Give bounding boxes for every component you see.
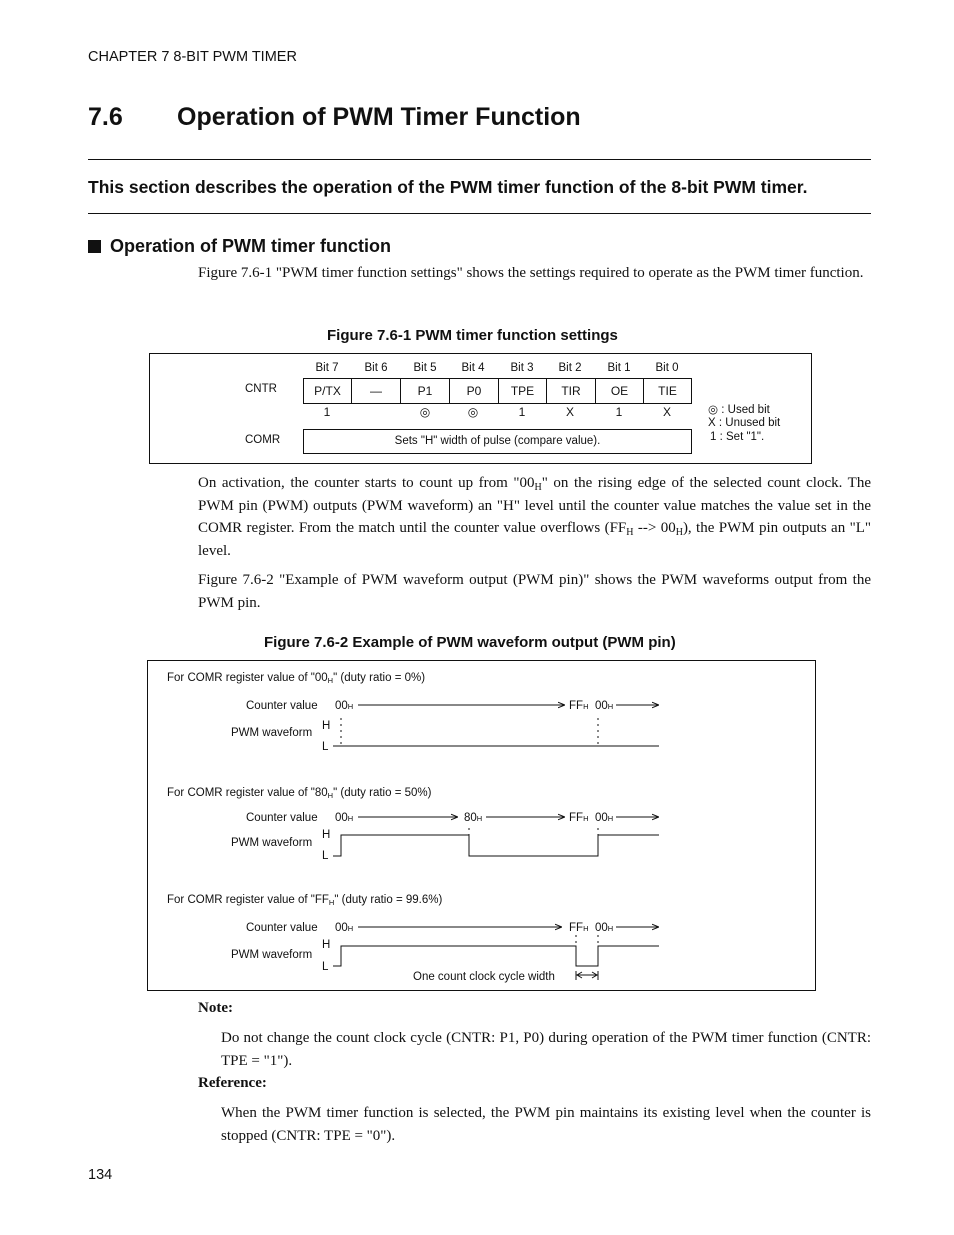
comr-register-field: Sets "H" width of pulse (compare value). [303, 429, 692, 454]
case3-waveform-label: PWM waveform [231, 949, 313, 961]
case3-waveform [333, 946, 659, 966]
cntr-field-bit5: P1 [400, 378, 450, 404]
case2-waveform [333, 835, 659, 856]
cntr-field-bit0: TIE [643, 378, 692, 404]
case1-start-value: 00H [335, 700, 354, 712]
cntr-field-bit1: OE [595, 378, 644, 404]
cntr-value-bit4: ◎ [467, 405, 479, 419]
case2-start-value: 00H [335, 812, 354, 824]
cntr-value-bit5: ◎ [419, 405, 431, 419]
section-number: 7.6 [88, 103, 123, 131]
bit3-label: Bit 3 [510, 362, 534, 374]
bit1-label: Bit 1 [607, 362, 631, 374]
case3-wrap-value: 00H [595, 922, 614, 934]
cntr-value-bit7: 1 [323, 405, 331, 419]
bit7-label: Bit 7 [315, 362, 339, 374]
case1-title: For COMR register value of "00H" (duty ratio = 0%) [167, 672, 426, 685]
case1-counter-label: Counter value [246, 700, 318, 712]
bit0-label: Bit 0 [655, 362, 679, 374]
case3-counter-label: Counter value [246, 922, 318, 934]
section-title: Operation of PWM Timer Function [177, 103, 581, 131]
figure1-caption: Figure 7.6-1 PWM timer function settings [327, 327, 618, 344]
cntr-field-bit2: TIR [546, 378, 596, 404]
page-number: 134 [88, 1167, 113, 1183]
cycle-width-label: One count clock cycle width [413, 971, 555, 983]
cntr-value-bit3: 1 [518, 405, 526, 419]
cntr-field-bit3: TPE [498, 378, 547, 404]
cntr-value-bit0: X [662, 405, 671, 419]
case3-ff-value: FFH [569, 922, 589, 934]
bit5-label: Bit 5 [413, 362, 437, 374]
case2-ff-value: FFH [569, 812, 589, 824]
case2-waveform-label: PWM waveform [231, 837, 313, 849]
cntr-field-bit4: P0 [449, 378, 499, 404]
subsection-title: Operation of PWM timer function [110, 236, 391, 256]
reference-text: When the PWM timer function is selected, the PWM pin maintains its existing level when the counter is stopped (CNTR: TPE = "0"). [221, 1105, 871, 1144]
bit4-label: Bit 4 [461, 362, 485, 374]
case1-wrap-value: 00H [595, 700, 614, 712]
case3-title: For COMR register value of "FFH" (duty ratio = 99.6%) [167, 894, 443, 907]
case1-waveform-label: PWM waveform [231, 727, 313, 739]
bit6-label: Bit 6 [364, 362, 388, 374]
activation-paragraph: On activation, the counter starts to count up from "$00_H$" on the rising edge of the selected count clock. The PWM pin (PWM) outputs (PWM waveform) an "H" level until the counter value matches the value set in the COMR register. From the match until the counter value overflows ($FF_H$ --> $00_H$), the PWM pin outputs an "L" level. [198, 475, 871, 559]
used-bit-icon: ◎ [708, 404, 719, 416]
unused-bit-icon: X [708, 417, 716, 429]
case3-start-value: 00H [335, 922, 354, 934]
legend-used: ◎ : Used bit [708, 404, 770, 416]
case2-counter-label: Counter value [246, 812, 318, 824]
intro-paragraph: Figure 7.6-1 "PWM timer function settings" shows the settings required to operate as the PWM timer function. [198, 265, 864, 281]
cntr-value-bit1: 1 [615, 405, 623, 419]
case2-level-l: L [322, 850, 329, 862]
case2-80-value: 80H [464, 812, 483, 824]
figure2-intro-paragraph: Figure 7.6-2 "Example of PWM waveform output (PWM pin)" shows the PWM waveforms output from the PWM pin. [198, 572, 871, 611]
reference-label: Reference: [198, 1075, 267, 1091]
note-text: Do not change the count clock cycle (CNTR: P1, P0) during operation of the PWM timer function (CNTR: TPE = "1"). [221, 1030, 871, 1069]
case3-level-h: H [322, 939, 331, 951]
cntr-label: CNTR [245, 383, 277, 395]
cntr-field-bit6: — [351, 378, 401, 404]
case1-level-l: L [322, 741, 329, 753]
figure2-caption: Figure 7.6-2 Example of PWM waveform output (PWM pin) [264, 634, 676, 651]
bit2-label: Bit 2 [558, 362, 582, 374]
case3-level-l: L [322, 961, 329, 973]
case2-level-h: H [322, 829, 331, 841]
legend-unused: X : Unused bit [708, 417, 781, 429]
legend-set-one: 1 : Set "1". [710, 431, 765, 443]
case1-ff-value: FFH [569, 700, 589, 712]
case1-level-h: H [322, 720, 331, 732]
note-label: Note: [198, 1000, 233, 1016]
case2-wrap-value: 00H [595, 812, 614, 824]
cntr-value-bit2: X [565, 405, 574, 419]
section-summary: This section describes the operation of the PWM timer function of the 8-bit PWM timer. [88, 177, 808, 197]
cntr-field-bit7: P/TX [303, 378, 352, 404]
comr-label: COMR [245, 434, 281, 446]
running-header: CHAPTER 7 8-BIT PWM TIMER [88, 49, 297, 65]
case2-title: For COMR register value of "80H" (duty ratio = 50%) [167, 787, 432, 800]
